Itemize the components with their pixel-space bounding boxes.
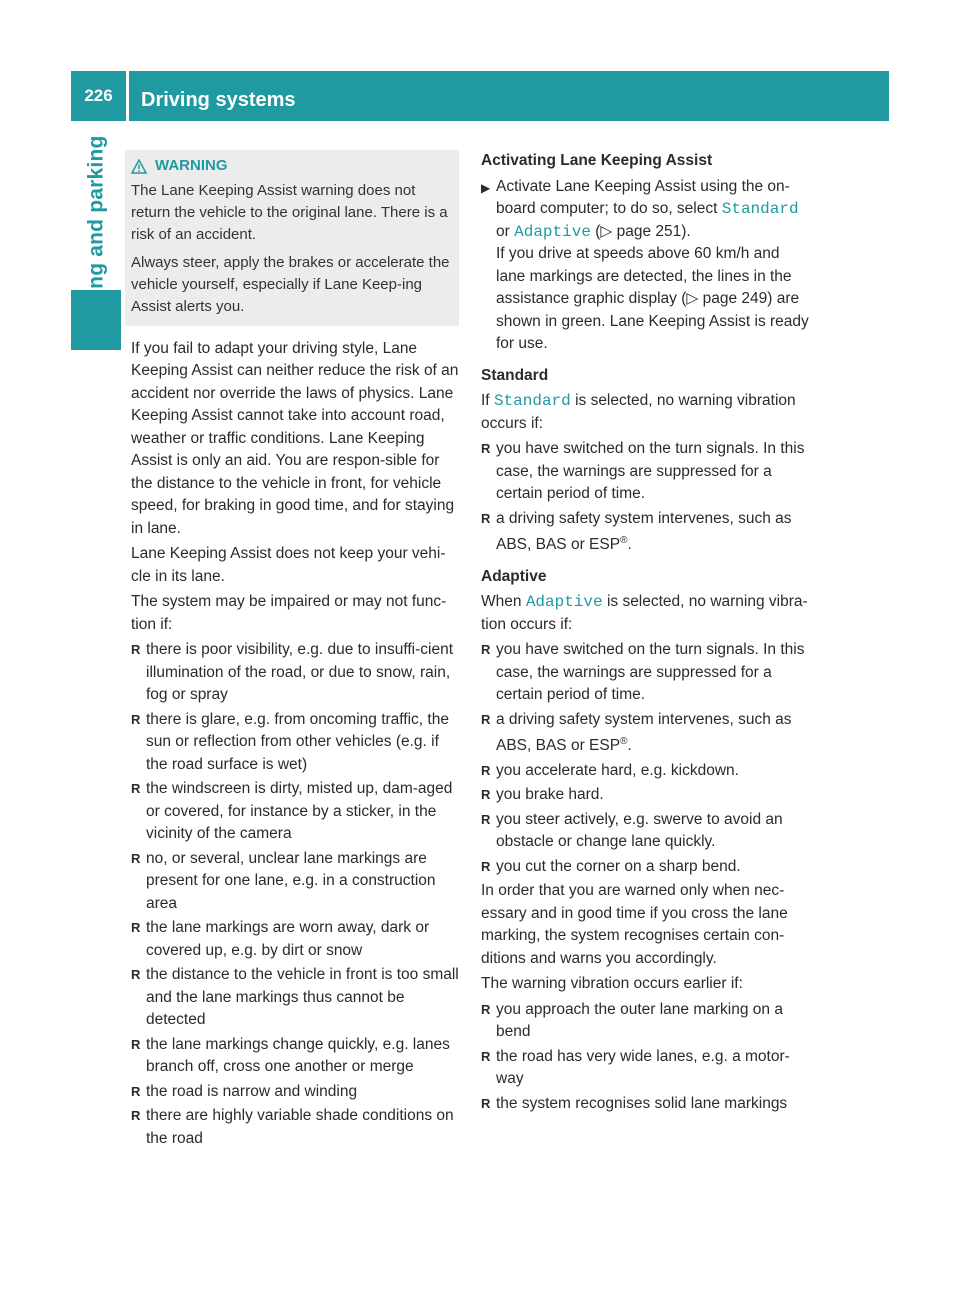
paragraph: In order that you are warned only when nec-essary and in good time if you cross the lane marking, the system recognises certain con-ditions and warns you accordingly. [481, 882, 788, 967]
warning-title: WARNING [155, 157, 228, 174]
step-item: ▶ Activate Lane Keeping Assist using the on-board computer; to do so, select Standard or Adaptive (▷ page 251). If you drive at speeds above 60 km/h and lane markings are detected, the lines in the assistance graphic display (▷ page 249) are shown in green. Lane Keeping Assist is ready for use. [481, 177, 809, 352]
warning-text: Always steer, apply the brakes or accelerate the vehicle yourself, especially if Lane Keep-ing Assist alerts you. [131, 253, 450, 315]
list-item: R you steer actively, e.g. swerve to avoid an obstacle or change lane quickly. [481, 810, 783, 851]
list-item: R you accelerate hard, e.g. kickdown. [481, 761, 739, 779]
adaptive-list [481, 639, 813, 878]
page-title: Driving systems [141, 89, 296, 111]
impairment-list [131, 639, 459, 1150]
list-item: R the road is narrow and winding [131, 1082, 358, 1100]
warning-triangle-icon [131, 159, 147, 174]
list-item: R there is glare, e.g. from oncoming traffic, the sun or reflection from other vehicles (e.g. if the road surface is wet) [131, 710, 449, 773]
list-item: R a driving safety system intervenes, such as ABS, BAS or ESP®. [481, 710, 792, 755]
page-number: 226 [71, 71, 126, 121]
adaptive-code: Adaptive [525, 593, 603, 612]
paragraph: Lane Keeping Assist does not keep your vehi-cle in its lane. [131, 545, 446, 585]
paragraph: The warning vibration occurs earlier if: [481, 975, 743, 993]
section-heading: Standard [481, 366, 549, 384]
list-item: R no, or several, unclear lane markings are present for one lane, e.g. in a construction area [131, 849, 436, 912]
side-tab [71, 121, 121, 351]
list-item: R the windscreen is dirty, misted up, dam-aged or covered, for instance by a sticker, in the vicinity of the camera [131, 780, 453, 842]
list-item: R the system recognises solid lane markings [481, 1094, 788, 1112]
left-column [131, 150, 459, 1152]
list-item: R you have switched on the turn signals. In this case, the warnings are suppressed for a certain period of time. [481, 440, 805, 502]
right-column [481, 150, 813, 1117]
paragraph: If Standard is selected, no warning vibration occurs if: [481, 392, 796, 432]
list-item: R the lane markings are worn away, dark or covered up, e.g. by dirt or snow [131, 919, 430, 959]
list-item: R you approach the outer lane marking on a bend [481, 1000, 783, 1041]
adaptive-option: Adaptive [514, 222, 591, 241]
standard-option: Standard [721, 200, 799, 218]
standard-code: Standard [493, 392, 571, 410]
section-heading: Activating Lane Keeping Assist [481, 152, 713, 169]
warning-heading [131, 155, 453, 178]
list-item: R you cut the corner on a sharp bend. [481, 857, 741, 875]
paragraph: If you fail to adapt your driving style, Lane Keeping Assist can neither reduce the risk of an accident nor override the laws of physics. Lane Keeping Assist cannot take into account road, weather or traffic conditions. Lane Keeping Assist is only an aid. You are respon-sible for the distance to the vehicle in front, for vehicle speed, for braking in good time, and for staying in lane. [131, 339, 459, 537]
standard-list [481, 438, 813, 557]
header-divider [126, 71, 129, 121]
paragraph: When Adaptive is selected, no warning vibra-tion occurs if: [481, 593, 808, 633]
list-item: R the distance to the vehicle in front is too small and the lane markings thus cannot be detected [131, 966, 459, 1028]
header-bar [71, 71, 889, 121]
list-item: R a driving safety system intervenes, such as ABS, BAS or ESP®. [481, 509, 792, 554]
warning-text: The Lane Keeping Assist warning does not return the vehicle to the original lane. There is a risk of an accident. [131, 181, 448, 243]
paragraph: The system may be impaired or may not func-tion if: [131, 593, 447, 633]
list-item: R there are highly variable shade conditions on the road [131, 1107, 454, 1147]
list-item: R the lane markings change quickly, e.g. lanes branch off, cross one another or merge [131, 1035, 450, 1075]
earlier-list [481, 999, 813, 1116]
warning-box [125, 150, 459, 326]
activation-steps [481, 176, 813, 356]
list-item: R you brake hard. [481, 786, 604, 804]
list-item: R you have switched on the turn signals. In this case, the warnings are suppressed for a certain period of time. [481, 641, 805, 704]
list-item: R the road has very wide lanes, e.g. a motor-way [481, 1047, 790, 1088]
section-heading: Adaptive [481, 567, 547, 585]
side-tab-label: Driving and parking [84, 135, 107, 337]
list-item: R there is poor visibility, e.g. due to insuffi-cient illumination of the road, or due to snow, rain, fog or spray [131, 641, 453, 703]
